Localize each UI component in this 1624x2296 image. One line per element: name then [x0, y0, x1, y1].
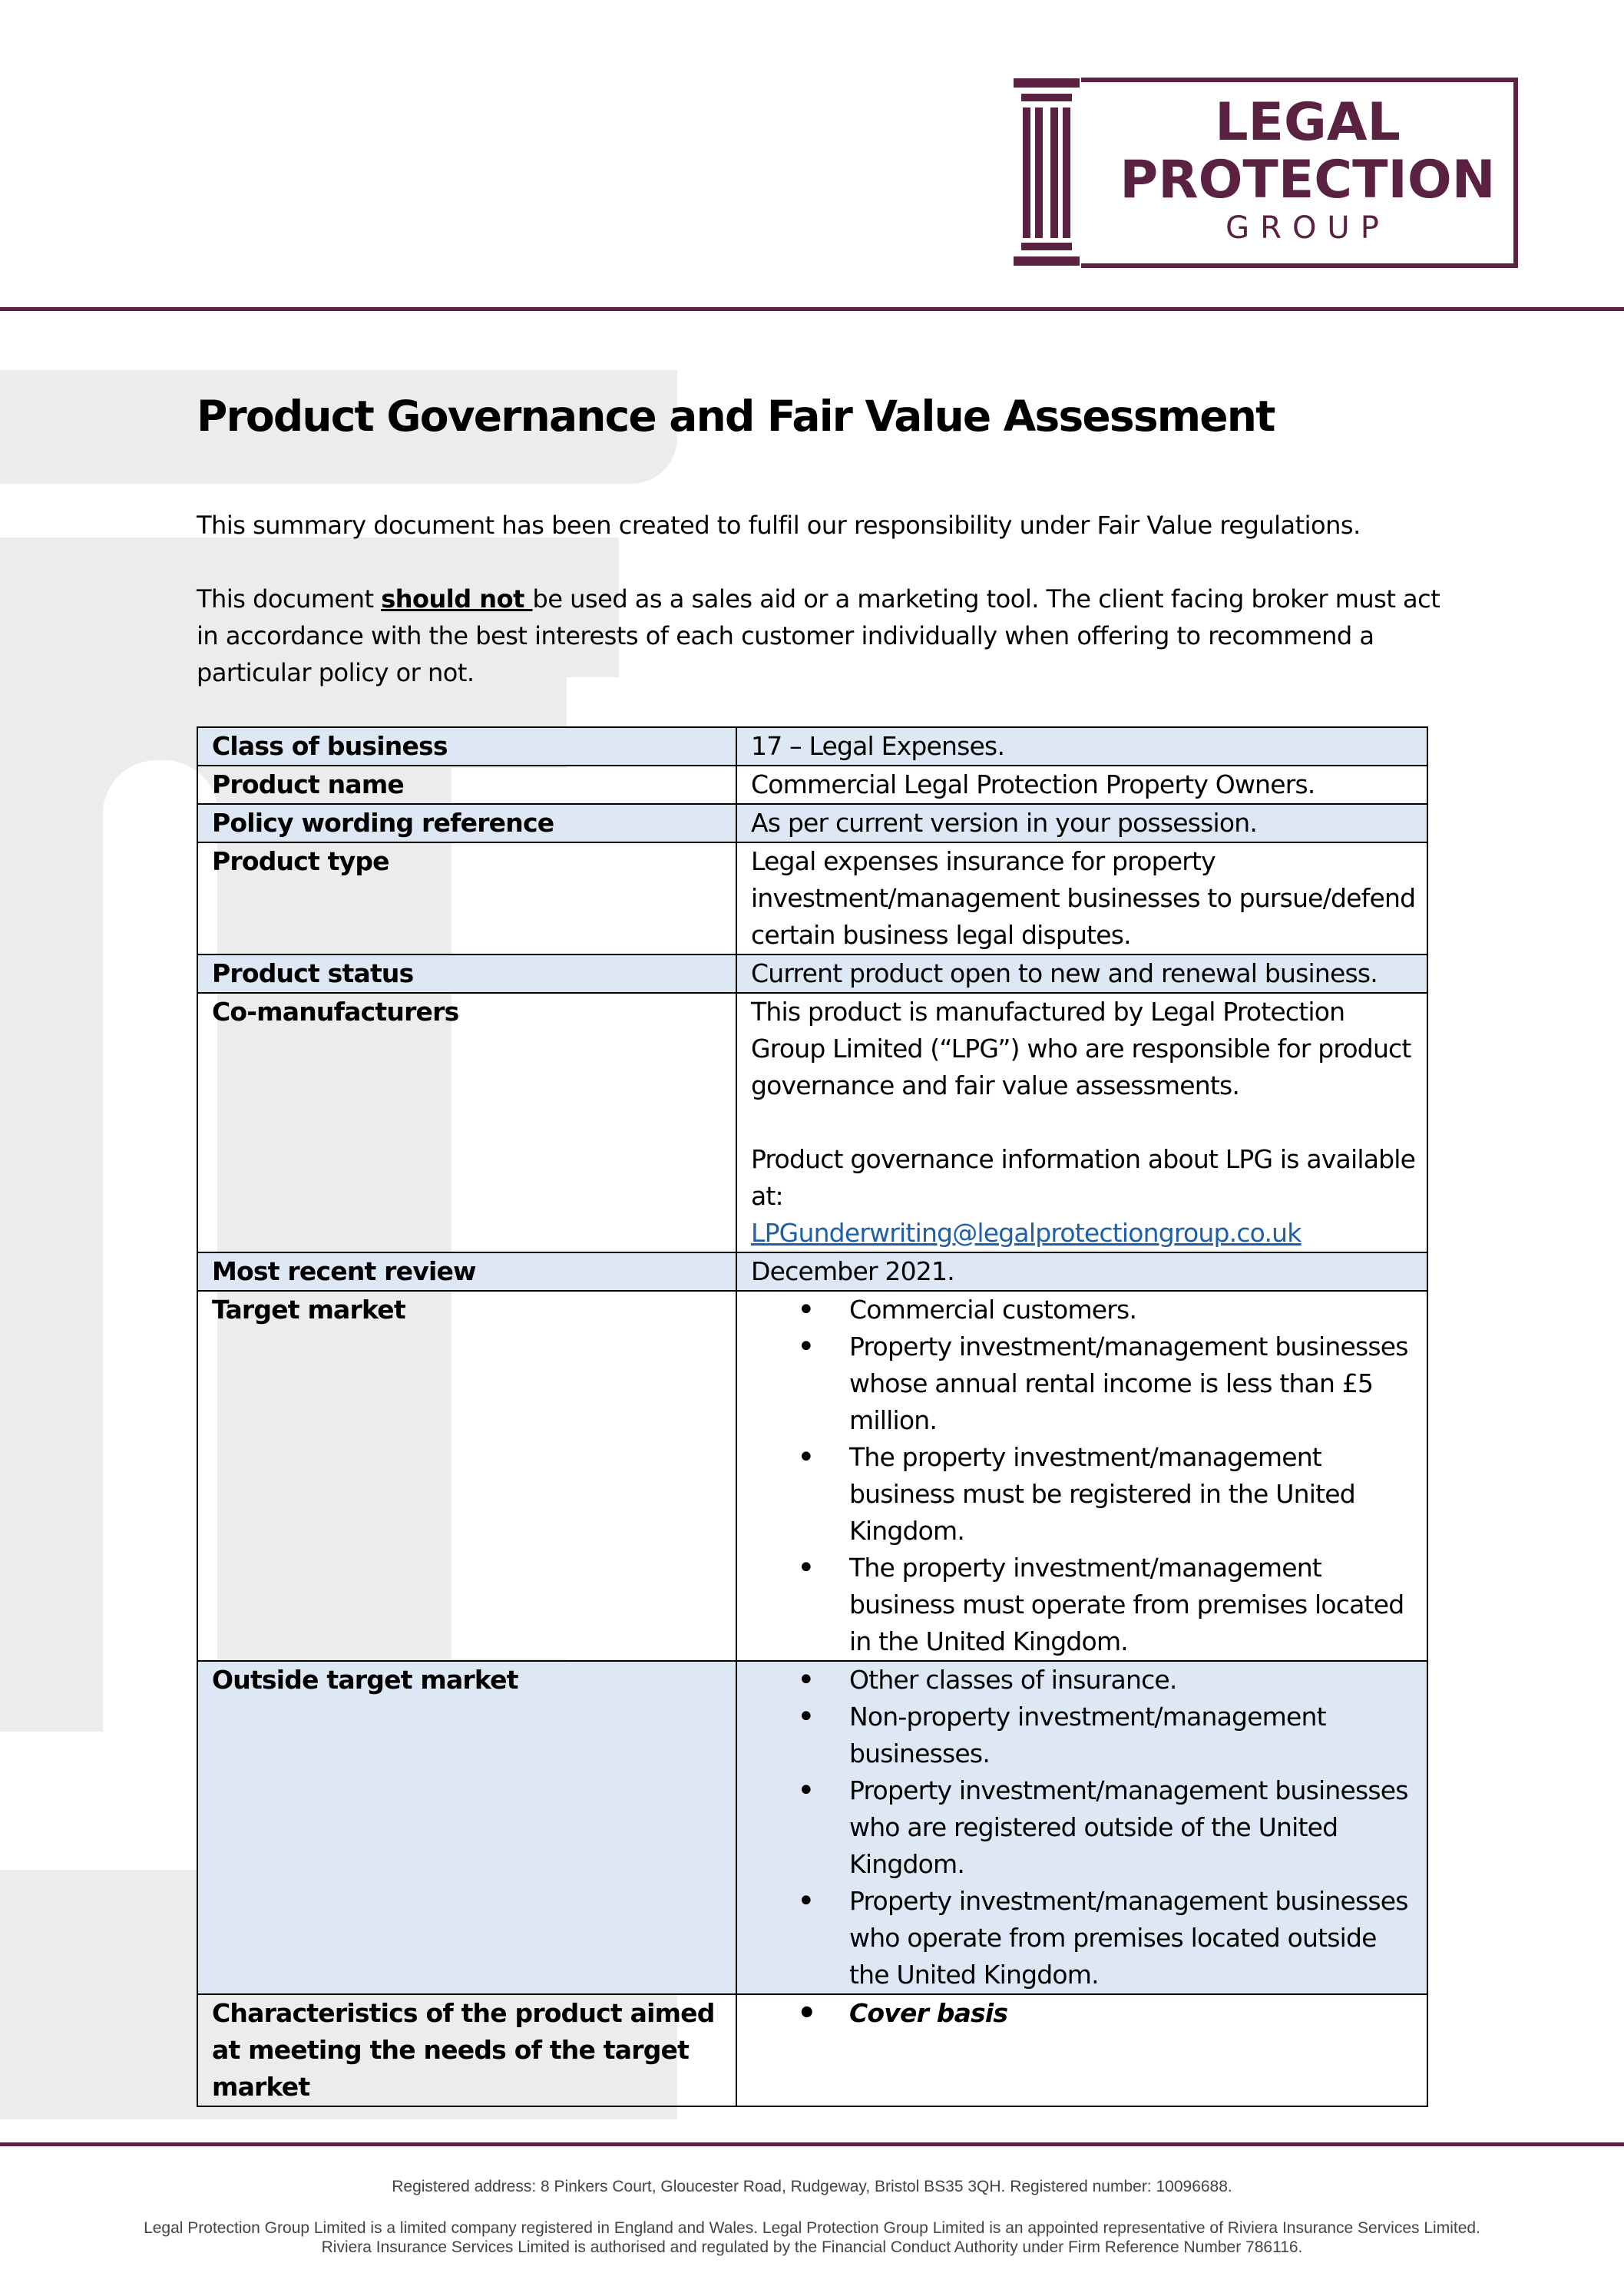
footer-legal-line-1: Legal Protection Group Limited is a limited company registered in England and Wales. Legal Protection Group Limited is an appointed representative of Riviera Insurance Services Limited.: [144, 2219, 1480, 2237]
outside-target-list: [751, 1662, 1417, 1993]
row-label: Product type: [197, 842, 736, 954]
footer-address: Registered address: 8 Pinkers Court, Gloucester Road, Rudgeway, Bristol BS35 3QH. Registered number: 10096688.: [392, 2178, 1232, 2195]
row-label: Target market: [197, 1291, 736, 1661]
table-row: [197, 1661, 1427, 1994]
page-title: Product Governance and Fair Value Assessment: [197, 392, 1275, 441]
header-divider: [0, 307, 1624, 311]
notice-text-start: This document: [197, 584, 382, 614]
row-value: December 2021.: [736, 1252, 1427, 1291]
row-value: [736, 1994, 1427, 2106]
table-row: [197, 727, 1427, 766]
notice-emphasis: should not: [381, 584, 533, 614]
company-logo: [1012, 77, 1519, 269]
list-item: • Property investment/management businesses who are registered outside of the United Kingdom.: [849, 1772, 1417, 1883]
footer-legal-line-2: Riviera Insurance Services Limited is authorised and regulated by the Financial Conduct Authority under Firm Reference Number 786116.: [321, 2238, 1303, 2256]
list-item: • Property investment/management businesses who operate from premises located outside the United Kingdom.: [849, 1883, 1417, 1993]
table-row: [197, 1291, 1427, 1661]
spacer: [751, 1104, 1417, 1141]
table-row: [197, 766, 1427, 804]
footer-divider: [0, 2142, 1624, 2146]
row-label: Co-manufacturers: [197, 993, 736, 1252]
intro-paragraph: This summary document has been created to fulfil our responsibility under Fair Value regulations.: [197, 511, 1361, 540]
row-value: [736, 1661, 1427, 1994]
table-row: [197, 1994, 1427, 2106]
row-label: Outside target market: [197, 1661, 736, 1994]
co-manufacturer-text: This product is manufactured by Legal Protection Group Limited (“LPG”) who are responsible for product governance and fair value assessments.: [751, 997, 1411, 1100]
row-label: Characteristics of the product aimed at meeting the needs of the target market: [197, 1994, 736, 2106]
row-label: Policy wording reference: [197, 804, 736, 842]
row-label: Class of business: [197, 727, 736, 766]
list-item: • Cover basis: [849, 1995, 1417, 2032]
target-market-list: [751, 1292, 1417, 1660]
row-value: 17 – Legal Expenses.: [736, 727, 1427, 766]
co-manufacturer-info: Product governance information about LPG is available at:: [751, 1144, 1416, 1211]
row-label: Most recent review: [197, 1252, 736, 1291]
watermark-gap-bottom: [0, 1732, 218, 1870]
list-item: • Property investment/management businesses whose annual rental income is less than £5 million.: [849, 1328, 1417, 1439]
row-value: Legal expenses insurance for property investment/management businesses to pursue/defend certain business legal disputes.: [736, 842, 1427, 954]
list-item: • Non-property investment/management businesses.: [849, 1699, 1417, 1772]
underwriting-email-link[interactable]: LPGunderwriting@legalprotectiongroup.co.uk: [751, 1218, 1302, 1248]
row-value: Current product open to new and renewal business.: [736, 954, 1427, 993]
logo-line-2: PROTECTION: [1120, 150, 1496, 210]
logo-line-3: GROUP: [1225, 210, 1390, 246]
list-item: • Other classes of insurance.: [849, 1662, 1417, 1699]
row-value: Commercial Legal Protection Property Owners.: [736, 766, 1427, 804]
row-label: Product status: [197, 954, 736, 993]
list-item: • The property investment/management business must be registered in the United Kingdom.: [849, 1439, 1417, 1550]
list-item: • The property investment/management business must operate from premises located in the United Kingdom.: [849, 1550, 1417, 1660]
notice-paragraph: [197, 581, 1440, 691]
table-row: [197, 954, 1427, 993]
row-value: [736, 993, 1427, 1252]
characteristics-list: [751, 1995, 1417, 2032]
table-row: [197, 993, 1427, 1252]
table-row: [197, 1252, 1427, 1291]
row-value: [736, 1291, 1427, 1661]
table-row: [197, 804, 1427, 842]
list-item: • Commercial customers.: [849, 1292, 1417, 1328]
row-value: As per current version in your possession.: [736, 804, 1427, 842]
row-label: Product name: [197, 766, 736, 804]
notice-text-end: be used as a sales aid or a marketing tool. The client facing broker must act in accordance with the best interests of each customer individually when offering to recommend a particular policy or not.: [197, 584, 1440, 687]
product-table: [197, 726, 1428, 2107]
table-row: [197, 842, 1427, 954]
logo-line-1: LEGAL: [1215, 92, 1401, 153]
